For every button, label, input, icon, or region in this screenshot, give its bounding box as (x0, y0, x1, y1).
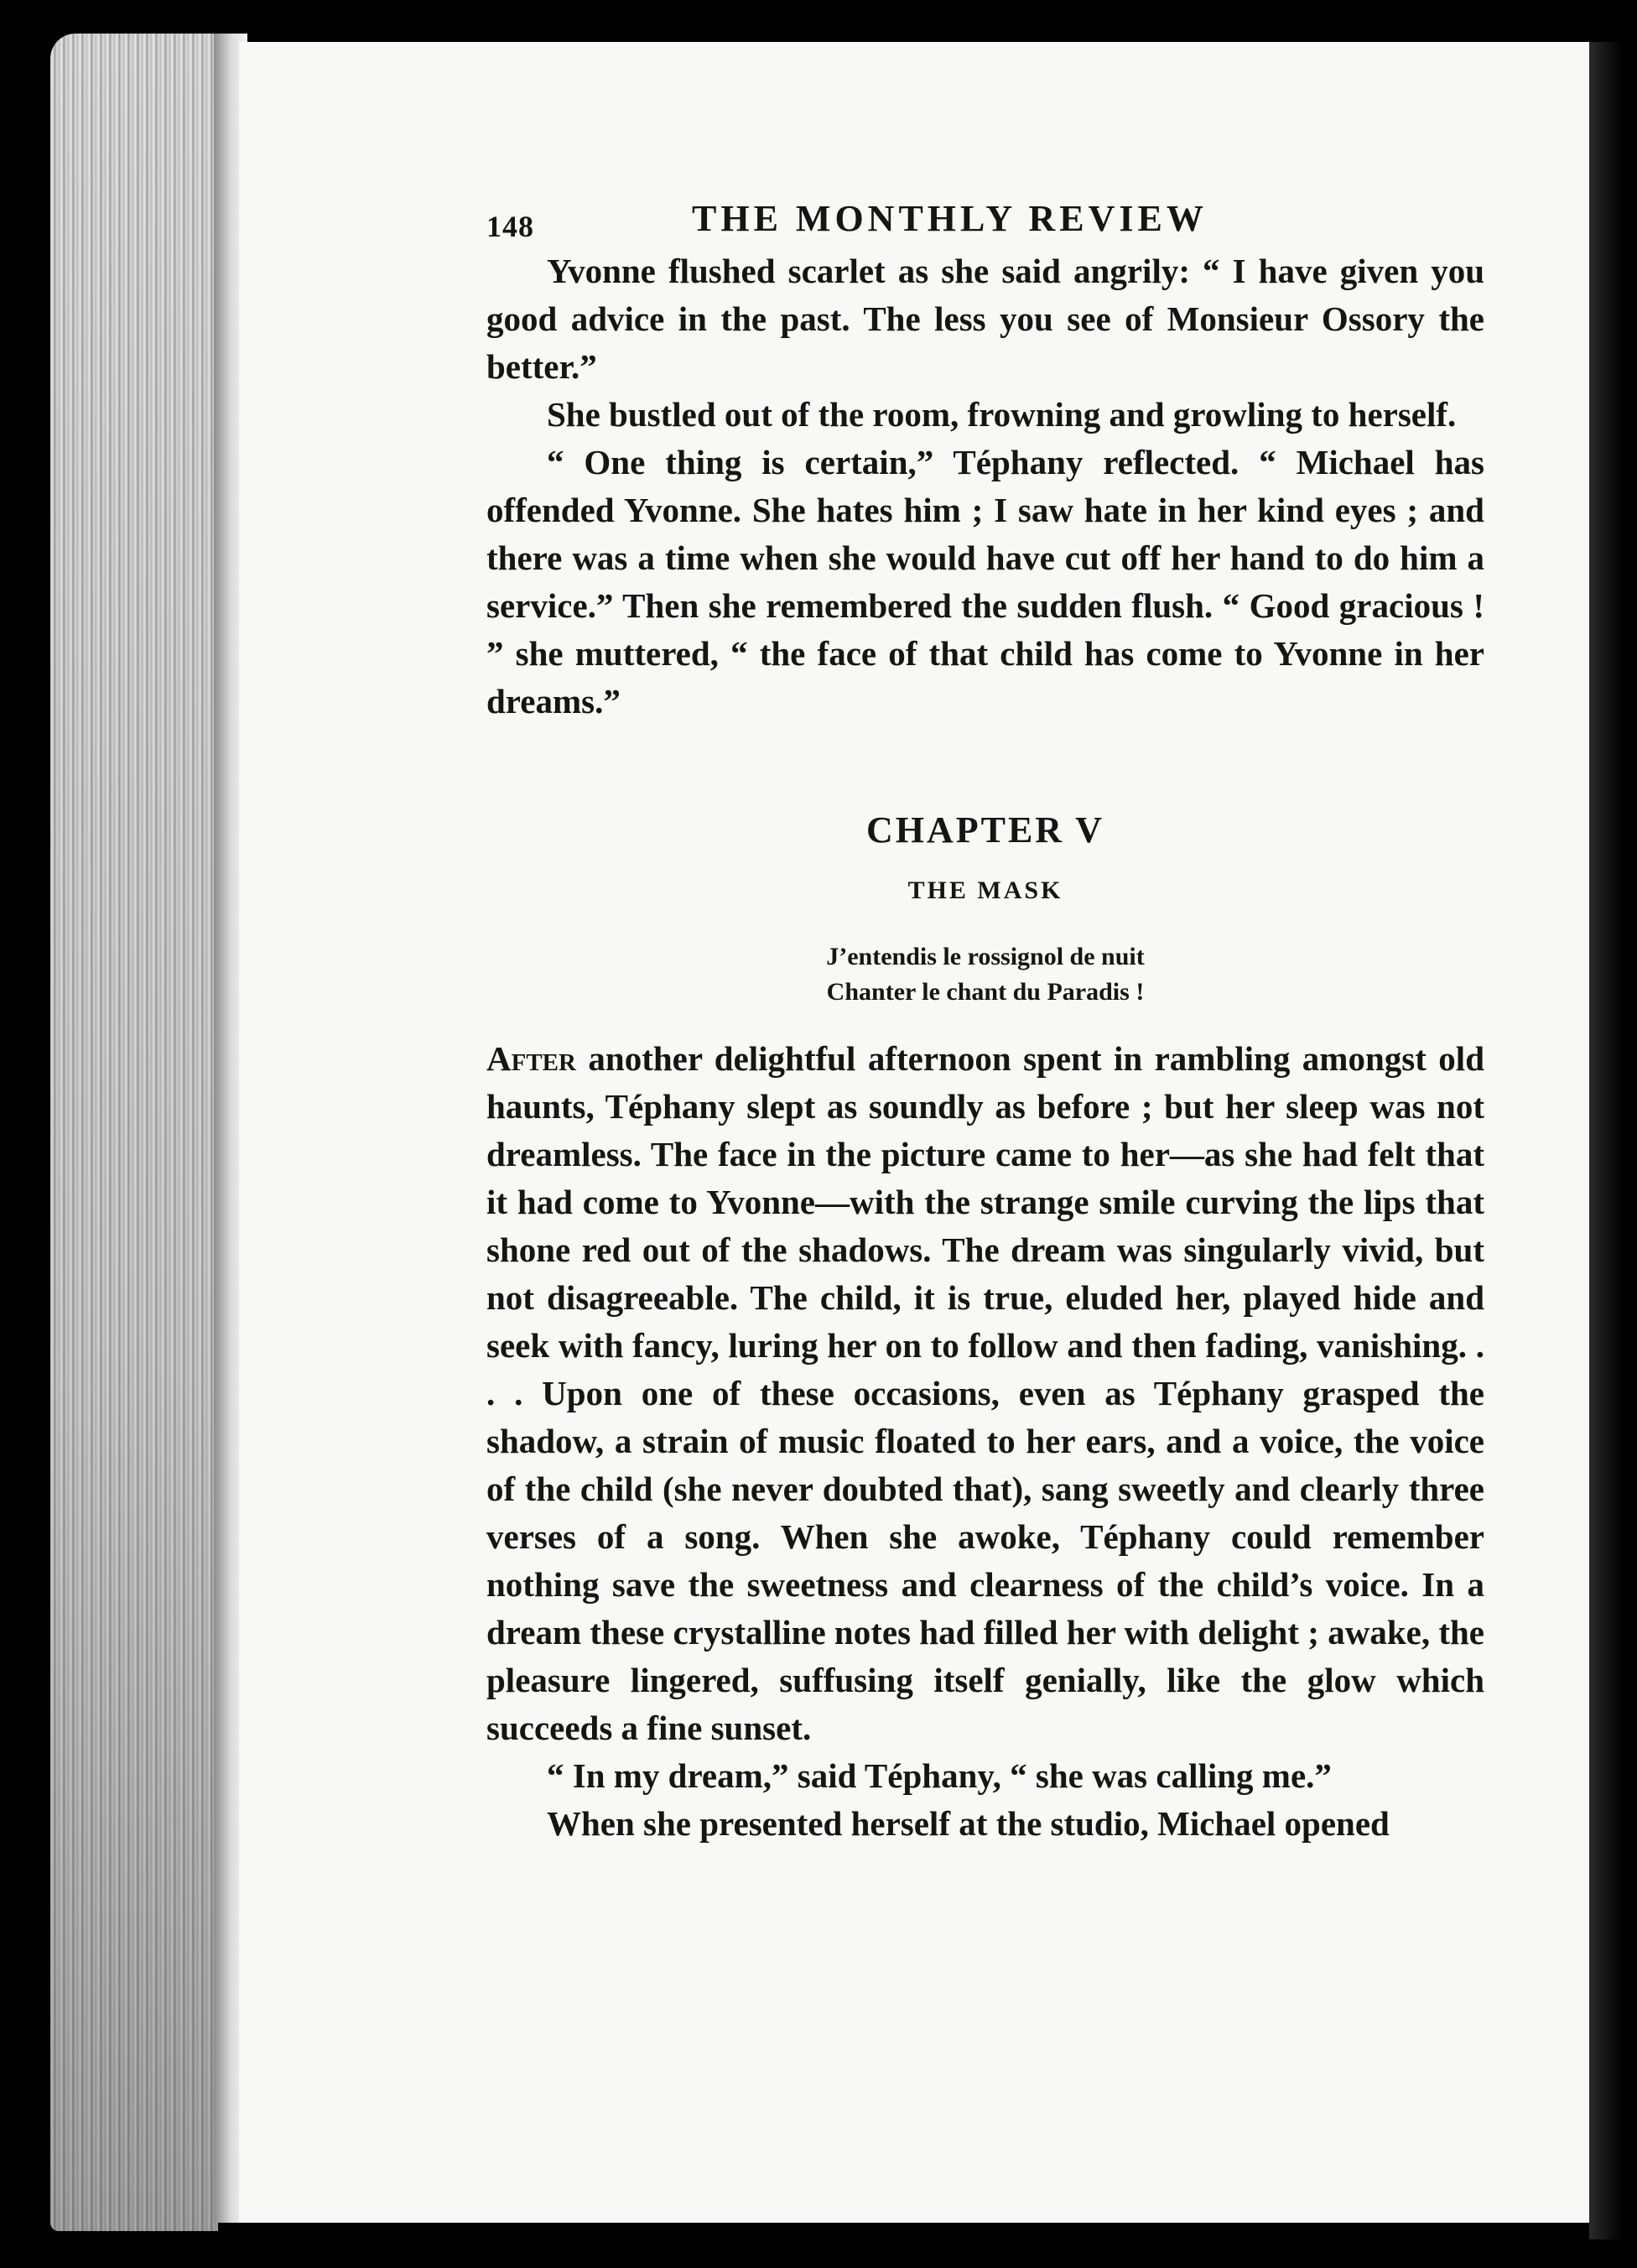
running-head (486, 197, 1258, 247)
opening-word: After (486, 1039, 576, 1078)
epigraph-line: Chanter le chant du Paradis ! (826, 978, 1145, 1006)
chapter-title: THE MASK (907, 877, 1063, 904)
chapter-opening-paragraph (486, 1035, 1484, 1752)
page-content (486, 197, 1484, 1848)
running-title: THE MONTHLY REVIEW (692, 198, 1208, 239)
paragraph: She bustled out of the room, frowning and growling to herself. (547, 395, 1457, 434)
paragraph: “ One thing is certain,” Téphany reflected. “ Michael has offended Yvonne. She hates him ; I saw hate in her kind eyes ; and there was a time when she would have cut off her hand to do him a service.” Then she remembered the sudden flush. “ Good gracious ! ” she muttered, “ the face of that child has come to Yvonne in her dreams.” (486, 443, 1484, 720)
epigraph (486, 939, 1484, 1010)
chapter-heading-block (486, 805, 1484, 1010)
page-number: 148 (486, 210, 534, 243)
epigraph-line: J’entendis le rossignol de nuit (826, 943, 1145, 970)
opening-text: another delightful afternoon spent in rambling amongst old haunts, Téphany slept as soundly as before ; but her sleep was not dreamless. The face in the picture came to her—as she had felt that it had come to Yvonne—with the strange smile curving the lips that shone red out of the shadows. The dream was singularly vivid, but not disagreeable. The child, it is true, eluded her, played hide and seek with fancy, luring her on to follow and then fading, vanishing. . . . Upon one of these occasions, even as Téphany grasped the shadow, a strain of music floated to her ears, and a voice, the voice of the child (she never doubted that), sang sweetly and clearly three verses of a song. When she awoke, Téphany could remember nothing save the sweetness and clearness of the child’s voice. In a dream these crystalline notes had filled her with delight ; awake, the pleasure lingered, suffusing itself genially, like the glow which succeeds a fine sunset. (486, 1039, 1484, 1747)
book-page-edges (50, 34, 218, 2231)
chapter-heading: CHAPTER V (865, 809, 1105, 850)
right-page-edge (1589, 42, 1623, 2239)
paragraph: Yvonne flushed scarlet as she said angrily: “ I have given you good advice in the past. The less you see of Monsieur Ossory the better.” (486, 252, 1484, 386)
paragraph: When she presented herself at the studio, Michael opened (547, 1804, 1390, 1843)
paragraph: “ In my dream,” said Téphany, “ she was calling me.” (547, 1756, 1332, 1795)
